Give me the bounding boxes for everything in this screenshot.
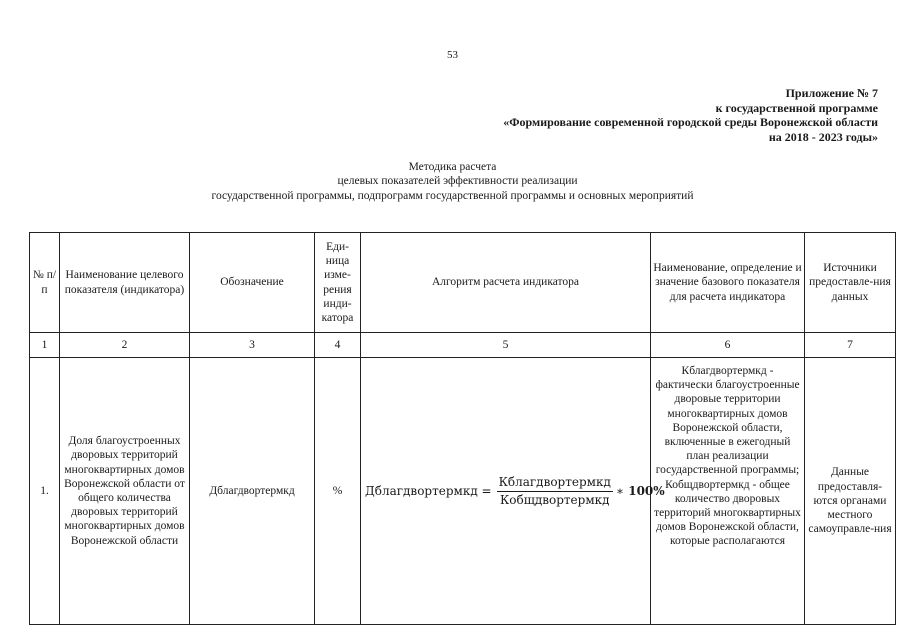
indicator-name: Доля благоустроенных дворовых территорий многоквартирных домов Воронежской области от общего количества дворовых территорий многоквартирных домов Воронежской области (60, 358, 190, 625)
formula (365, 475, 665, 506)
title-line-1: Методика расчета (408, 161, 497, 173)
row-number: 1. (30, 358, 60, 625)
column-number: 2 (60, 333, 190, 358)
column-number-row (30, 333, 896, 358)
table-row (30, 358, 896, 625)
page-number: 53 (447, 49, 458, 61)
table-header-row (30, 233, 896, 333)
appendix-line-1: Приложение № 7 (785, 86, 878, 100)
column-number: 1 (30, 333, 60, 358)
column-number: 7 (805, 333, 896, 358)
base-indicator-description: Кблагдвортермкд - фактически благоустроенные дворовые территории многоквартирных домов Воронежской области, включенные в ежегодный план реализации государственной программы; Кобщдвортермкд - общее количество дворовых территорий многоквартирных домов Воронежской области, которые располагаются (651, 358, 805, 625)
header-data-source: Источники предоставле-ния данных (805, 233, 896, 333)
appendix-line-4: на 2018 - 2023 годы» (768, 129, 878, 144)
column-number: 3 (190, 333, 315, 358)
header-unit: Еди-ница изме-рения инди-катора (315, 233, 361, 333)
formula-numerator: Кблагдвортермкд (497, 475, 613, 491)
title-line-3: государственной программы, подпрограмм государственной программы и основных мероприятий (211, 189, 694, 202)
formula-percent: 100% (628, 483, 665, 498)
column-number: 5 (361, 333, 651, 358)
calculation-algorithm (361, 358, 665, 625)
header-base-indicator: Наименование, определение и значение базового показателя для расчета индикатора (651, 233, 805, 333)
formula-denominator: Кобщдвортермкд (499, 492, 610, 507)
header-algorithm: Алгоритм расчета индикатора (361, 233, 651, 333)
header-num: № п/п (30, 233, 60, 333)
column-number: 4 (315, 333, 361, 358)
formula-fraction (497, 475, 613, 506)
appendix-line-2: к государственной программе (715, 100, 878, 115)
indicator-designation: Дблагдвортермкд (190, 358, 315, 625)
formula-multiplier: ∗ 100% (615, 483, 665, 498)
indicator-unit: % (315, 358, 361, 625)
appendix-line-3: «Формирование современной городской среды Воронежской области (503, 115, 878, 129)
indicators-table (29, 232, 896, 625)
column-number: 6 (651, 333, 805, 358)
header-designation: Обозначение (190, 233, 315, 333)
header-indicator-name: Наименование целевого показателя (индикатора) (60, 233, 190, 333)
appendix-heading (503, 86, 878, 144)
data-source: Данные предоставля-ются органами местного самоуправле-ния (805, 358, 896, 625)
document-title (0, 160, 905, 203)
title-line-2: целевых показателей эффективности реализации (337, 175, 578, 188)
formula-lhs: Дблагдвортермкд = (365, 483, 492, 498)
